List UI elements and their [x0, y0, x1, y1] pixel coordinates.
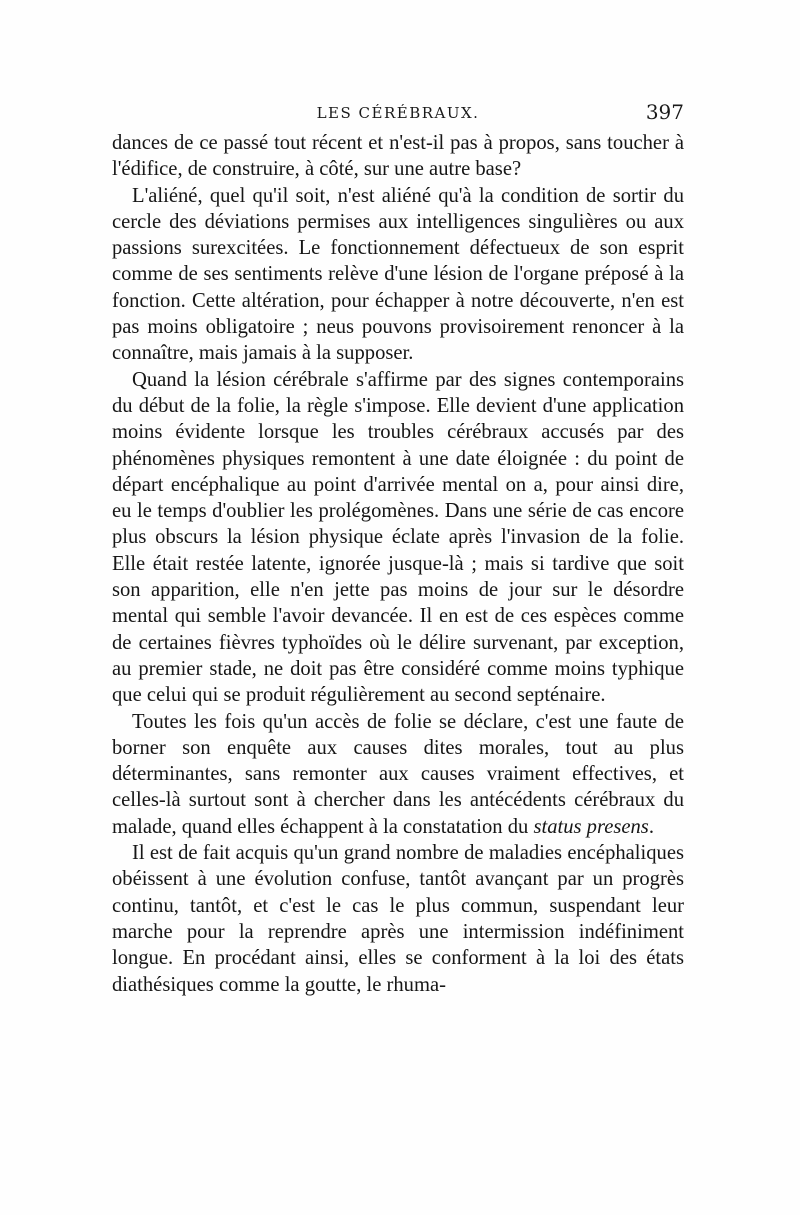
body-text [112, 130, 684, 998]
paragraph: Quand la lésion cérébrale s'affirme par des signes contemporains du début de la folie, la règle s'impose. Elle devient d'une application moins évidente lorsque les troubles cérébraux accusés par des phénomènes physiques remontent à une date éloignée : du point de départ encéphalique au point d'arrivée mental on a, pour ainsi dire, eu le temps d'oublier les prolégomènes. Dans une série de cas encore plus obscurs la lésion physique éclate après l'invasion de la folie. Elle était restée latente, ignorée jusque-là ; mais si tardive que soit son apparition, elle n'en jette pas moins de jour sur le désordre mental qui semble l'avoir devancée. Il en est de ces espèces comme de certaines fièvres typhoïdes où le délire survenant, par exception, au premier stade, ne doit pas être considéré comme moins typhique que celui qui se produit régulièrement au second septénaire. [112, 368, 684, 707]
italic-term: status presens [533, 815, 649, 838]
paragraph-continued: dances de ce passé tout récent et n'est-il pas à propos, sans toucher à l'édifice, de construire, à côté, sur une autre base? [112, 132, 684, 181]
paragraph [112, 709, 684, 840]
paragraph: L'aliéné, quel qu'il soit, n'est aliéné qu'à la condition de sortir du cercle des déviations permises aux intelligences singulières ou aux passions surexcitées. Le fonctionnement défectueux de son esprit comme de ses sentiments relève d'une lésion de l'organe préposé à la fonction. Cette altération, pour échapper à notre découverte, n'en est pas moins obligatoire ; neus pouvons provisoirement renoncer à la connaître, mais jamais à la supposer. [112, 184, 684, 365]
running-head: LES CÉRÉBRAUX. [316, 104, 480, 122]
paragraph-text: Toutes les fois qu'un accès de folie se déclare, c'est une faute de borner son enquête aux causes dites morales, tout au plus déterminantes, sans remonter aux causes vraiment effectives, et celles-là surtout sont à chercher dans les antécédents cérébraux du malade, quand elles échappent à la constatation du [112, 710, 684, 838]
page-number: 397 [645, 100, 684, 124]
page-header [112, 98, 684, 124]
paragraph: Il est de fait acquis qu'un grand nombre de maladies encéphaliques obéissent à une évolution confuse, tantôt avançant par un progrès continu, tantôt, et c'est le cas le plus commun, suspendant leur marche pour la reprendre après une intermission indéfiniment longue. En procédant ainsi, elles se conforment à la loi des états diathésiques comme la goutte, le rhuma- [112, 842, 684, 996]
punctuation: . [648, 815, 654, 838]
